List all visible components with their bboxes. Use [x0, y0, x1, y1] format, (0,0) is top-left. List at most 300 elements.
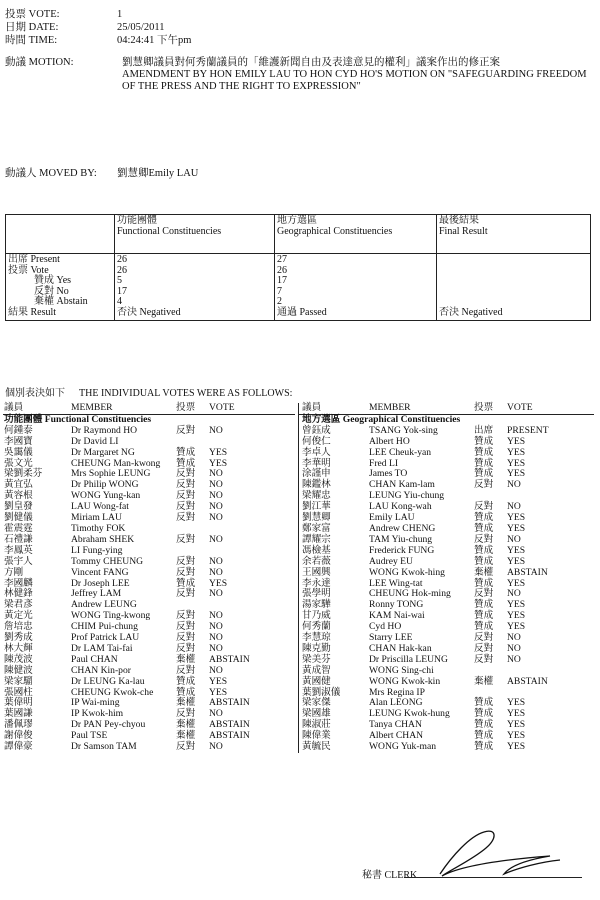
vote-en: YES — [507, 621, 526, 633]
member-row — [299, 459, 595, 470]
member-name-zh: 陳淑莊 — [302, 719, 331, 731]
vote-zh: 反對 — [176, 642, 196, 654]
clerk-signature — [400, 826, 570, 882]
member-row — [299, 731, 595, 742]
vote-zh: 贊成 — [474, 468, 494, 480]
member-name-zh: 李國麟 — [4, 577, 33, 589]
vote-en: NO — [209, 566, 223, 578]
vote-en: YES — [507, 446, 526, 458]
vote-zh: 出席 — [474, 424, 494, 436]
member-name-en: Dr Samson TAM — [71, 741, 137, 753]
member-row — [3, 688, 295, 699]
member-row — [299, 437, 595, 448]
member-name-en: LI Fung-ying — [71, 544, 123, 556]
vote-zh: 反對 — [176, 708, 196, 720]
group-label-row — [299, 414, 595, 425]
member-name-zh: 梁家傑 — [302, 697, 331, 709]
member-row — [299, 666, 595, 677]
member-name-en: LEE Cheuk-yan — [369, 446, 432, 458]
vote-zh: 反對 — [176, 468, 196, 480]
vote-en: YES — [209, 686, 228, 698]
vote-en: ABSTAIN — [209, 697, 250, 709]
member-row — [3, 589, 295, 600]
member-row — [299, 720, 595, 731]
member-name-zh: 詹培忠 — [4, 621, 33, 633]
vote-en: YES — [507, 512, 526, 524]
member-name-en: CHAN Kin-por — [71, 664, 131, 676]
member-name-en: TSANG Yok-sing — [369, 424, 438, 436]
member-name-zh: 陳健波 — [4, 664, 33, 676]
member-name-zh: 曾鈺成 — [302, 424, 331, 436]
vote-zh: 贊成 — [474, 708, 494, 720]
member-name-zh: 王國興 — [302, 566, 331, 578]
member-row — [299, 557, 595, 568]
vote-zh: 贊成 — [474, 599, 494, 611]
member-name-en: Dr PAN Pey-chyou — [71, 719, 146, 731]
vote-zh: 贊成 — [474, 457, 494, 469]
vote-zh: 贊成 — [474, 522, 494, 534]
member-row — [299, 426, 595, 437]
final-header: 最後結果 Final Result — [437, 215, 591, 254]
vote-zh: 棄權 — [176, 653, 196, 665]
member-name-en: WONG Yuk-man — [369, 741, 437, 753]
vote-zh — [175, 437, 208, 448]
member-row — [3, 611, 295, 622]
vote-number-value: 1 — [117, 9, 123, 20]
member-name-zh: 劉秀成 — [4, 632, 33, 644]
member-name-zh: 梁家騮 — [4, 675, 33, 687]
member-name-en: WONG Kwok-hing — [369, 566, 445, 578]
vote-en: NO — [507, 653, 521, 665]
member-row — [299, 611, 595, 622]
vote-en: YES — [209, 446, 228, 458]
vote-zh: 贊成 — [474, 544, 494, 556]
member-name-zh: 何俊仁 — [302, 435, 331, 447]
member-name-zh: 何鍾泰 — [4, 424, 33, 436]
member-row — [299, 742, 595, 753]
vote-en: NO — [507, 533, 521, 545]
vote-en: ABSTAIN — [507, 566, 548, 578]
member-name-zh: 陳偉業 — [302, 730, 331, 742]
member-name-en: James TO — [369, 468, 408, 480]
time-label: 時間 TIME: — [5, 35, 58, 46]
member-name-zh: 黃容根 — [4, 490, 33, 502]
member-name-zh: 林健鋒 — [4, 588, 33, 600]
member-row — [3, 513, 295, 524]
vote-zh: 反對 — [176, 610, 196, 622]
vote-en: YES — [507, 741, 526, 753]
clerk-label: 秘書 CLERK — [362, 870, 418, 881]
vote-en: YES — [507, 435, 526, 447]
member-name-en: Dr Joseph LEE — [71, 577, 130, 589]
member-name-zh: 張學明 — [302, 588, 331, 600]
member-name-zh: 甘乃威 — [302, 610, 331, 622]
date-label: 日期 DATE: — [5, 22, 59, 33]
geographical-votes-table — [298, 403, 594, 753]
member-name-en: Ronny TONG — [369, 599, 424, 611]
vote-zh: 棄權 — [176, 719, 196, 731]
vote-zh: 反對 — [176, 512, 196, 524]
member-name-zh: 湯家驊 — [302, 599, 331, 611]
vote-zh: 反對 — [474, 642, 494, 654]
vote-en: NO — [209, 664, 223, 676]
summary-header-row — [6, 215, 591, 254]
member-name-zh: 李華明 — [302, 457, 331, 469]
vote-en: YES — [507, 468, 526, 480]
member-name-zh: 陳克勤 — [302, 642, 331, 654]
member-name-en: Emily LAU — [369, 512, 415, 524]
member-name-en: CHAN Hak-kan — [369, 642, 432, 654]
member-row — [3, 546, 295, 557]
member-row — [299, 709, 595, 720]
vote-en: NO — [209, 632, 223, 644]
member-name-zh: 劉健儀 — [4, 512, 33, 524]
time-row — [5, 35, 191, 47]
vote-en: NO — [209, 424, 223, 436]
time-value: 04:24:41 下午pm — [117, 35, 192, 46]
vote-en: YES — [507, 719, 526, 731]
member-name-zh: 梁耀忠 — [302, 490, 331, 502]
member-name-en: TAM Yiu-chung — [369, 533, 433, 545]
vote-zh: 反對 — [474, 632, 494, 644]
member-name-zh: 方剛 — [4, 566, 24, 578]
member-row — [3, 622, 295, 633]
member-name-zh: 潘佩璆 — [4, 719, 33, 731]
date-row — [5, 22, 164, 34]
member-name-en: Dr Raymond HO — [71, 424, 138, 436]
vote-en: YES — [507, 522, 526, 534]
vote-en: NO — [209, 708, 223, 720]
member-name-en: Andrew LEUNG — [71, 599, 137, 611]
vote-zh: 反對 — [176, 501, 196, 513]
geographical-group-label: 地方選區 Geographical Constituencies — [302, 413, 461, 425]
member-name-en: Audrey EU — [369, 555, 413, 567]
individual-votes-heading: 個別表決如下 THE INDIVIDUAL VOTES WERE AS FOLLOWS: — [5, 388, 293, 399]
member-name-zh: 劉慧卿 — [302, 512, 331, 524]
vote-zh: 反對 — [176, 588, 196, 600]
vote-en: NO — [209, 490, 223, 502]
moved-by-value: 劉慧卿Emily LAU — [117, 168, 199, 179]
member-name-zh: 李鳳英 — [4, 544, 33, 556]
member-name-zh: 梁君彥 — [4, 599, 33, 611]
vote-en: PRESENT — [507, 424, 549, 436]
vote-en: ABSTAIN — [209, 653, 250, 665]
member-name-zh: 譚偉豪 — [4, 741, 33, 753]
member-name-zh: 葉偉明 — [4, 697, 33, 709]
vote-en: YES — [507, 457, 526, 469]
member-name-en: Albert CHAN — [369, 730, 424, 742]
member-name-en: CHEUNG Hok-ming — [369, 588, 451, 600]
gc-header: 地方選區 Geographical Constituencies — [275, 215, 437, 254]
member-name-en: Mrs Regina IP — [369, 686, 425, 698]
motion-text-zh: 劉慧卿議員對何秀蘭議員的「維護新聞自由及表達意見的權利」議案作出的修正案 — [122, 57, 500, 68]
vote-en: YES — [507, 544, 526, 556]
member-name-zh: 石禮謙 — [4, 533, 33, 545]
member-name-en: Mrs Sophie LEUNG — [71, 468, 151, 480]
vote-zh: 反對 — [474, 653, 494, 665]
vote-en: NO — [209, 479, 223, 491]
member-name-en: Cyd HO — [369, 621, 402, 633]
member-name-zh: 林大輝 — [4, 642, 33, 654]
vote-zh: 贊成 — [176, 446, 196, 458]
member-name-en: IP Wai-ming — [71, 697, 120, 709]
vote-en: YES — [507, 610, 526, 622]
vote-en: NO — [209, 512, 223, 524]
member-name-en: KAM Nai-wai — [369, 610, 425, 622]
vote-en: ABSTAIN — [507, 675, 548, 687]
vote-zh: 贊成 — [176, 686, 196, 698]
member-name-zh: 黃毓民 — [302, 741, 331, 753]
member-row — [3, 437, 295, 448]
vote-zh: 贊成 — [176, 457, 196, 469]
member-name-zh: 黃成智 — [302, 664, 331, 676]
functional-votes-table — [3, 403, 295, 753]
member-row — [299, 568, 595, 579]
vote-en: ABSTAIN — [209, 719, 250, 731]
vote-zh: 贊成 — [176, 675, 196, 687]
vote-en: YES — [507, 555, 526, 567]
member-name-zh: 何秀蘭 — [302, 621, 331, 633]
vote-zh: 反對 — [176, 632, 196, 644]
vote-zh: 棄權 — [176, 730, 196, 742]
final-result: 否決 Negatived — [439, 306, 503, 318]
vote-zh: 反對 — [474, 533, 494, 545]
vote-zh: 贊成 — [474, 741, 494, 753]
member-name-zh: 吳靄儀 — [4, 446, 33, 458]
moved-by-row — [5, 165, 198, 180]
member-name-en: Tommy CHEUNG — [71, 555, 144, 567]
vote-en: NO — [209, 741, 223, 753]
member-row — [299, 448, 595, 459]
member-name-zh: 余若薇 — [302, 555, 331, 567]
member-name-en: Alan LEONG — [369, 697, 423, 709]
member-name-en: LAU Wong-fat — [71, 501, 129, 513]
member-row — [299, 502, 595, 513]
member-name-zh: 譚耀宗 — [302, 533, 331, 545]
member-row — [3, 698, 295, 709]
member-row — [3, 666, 295, 677]
member-row — [299, 633, 595, 644]
member-name-en: Andrew CHENG — [369, 522, 436, 534]
member-name-en: Paul TSE — [71, 730, 108, 742]
member-row — [3, 742, 295, 753]
member-name-en: CHEUNG Man-kwong — [71, 457, 161, 469]
vote-zh: 反對 — [176, 741, 196, 753]
member-name-en: CHIM Pui-chung — [71, 621, 138, 633]
member-row — [3, 579, 295, 590]
vote-zh: 贊成 — [474, 621, 494, 633]
vote-zh: 贊成 — [474, 577, 494, 589]
member-name-en: Dr David LI — [71, 435, 119, 447]
member-name-zh: 李慧琼 — [302, 632, 331, 644]
member-name-zh: 陳茂波 — [4, 653, 33, 665]
vote-zh: 反對 — [176, 479, 196, 491]
member-name-zh: 梁劉柔芬 — [4, 468, 43, 480]
member-row — [299, 600, 595, 611]
member-name-zh: 涂謹申 — [302, 468, 331, 480]
date-value: 25/05/2011 — [117, 22, 165, 33]
member-row — [3, 480, 295, 491]
member-name-en: Albert HO — [369, 435, 410, 447]
vote-en: YES — [507, 577, 526, 589]
member-row — [3, 557, 295, 568]
fc-values: 26 26 5 17 4 否決 Negatived — [115, 254, 275, 321]
member-row — [3, 535, 295, 546]
member-name-zh: 張文光 — [4, 457, 33, 469]
member-row — [299, 480, 595, 491]
member-name-zh: 葉國謙 — [4, 708, 33, 720]
member-row — [299, 524, 595, 535]
member-name-zh: 霍震霆 — [4, 522, 33, 534]
member-name-en: Dr LEUNG Ka-lau — [71, 675, 145, 687]
member-row — [3, 426, 295, 437]
vote-en: NO — [209, 533, 223, 545]
vote-en: YES — [507, 708, 526, 720]
vote-zh: 棄權 — [176, 697, 196, 709]
member-name-zh: 黃宜弘 — [4, 479, 33, 491]
member-row — [299, 655, 595, 666]
vote-en: YES — [507, 730, 526, 742]
vote-en: NO — [507, 479, 521, 491]
vote-en: YES — [507, 599, 526, 611]
member-name-en: WONG Kwok-kin — [369, 675, 441, 687]
vote-en: NO — [209, 621, 223, 633]
member-name-zh: 李國寶 — [4, 435, 33, 447]
member-name-en: CHEUNG Kwok-che — [71, 686, 154, 698]
member-name-en: LEUNG Yiu-chung — [369, 490, 445, 502]
vote-en: NO — [209, 468, 223, 480]
clerk-signature-line — [404, 877, 582, 878]
vote-en: NO — [209, 588, 223, 600]
member-name-zh: 劉江華 — [302, 501, 331, 513]
vote-en: NO — [209, 555, 223, 567]
motion-text-en: AMENDMENT BY HON EMILY LAU TO HON CYD HO'S MOTION ON "SAFEGUARDING FREEDOM OF THE PRESS AND THE RIGHT TO EXPRESSION" — [122, 69, 587, 92]
fc-header: 功能團體 Functional Constituencies — [115, 215, 275, 254]
summary-body-row — [6, 254, 591, 321]
member-row — [3, 655, 295, 666]
member-name-en: Dr Margaret NG — [71, 446, 135, 458]
summary-table — [5, 214, 591, 321]
member-name-en: Vincent FANG — [71, 566, 129, 578]
group-label-row — [3, 414, 295, 425]
vote-zh: 反對 — [176, 621, 196, 633]
member-row — [299, 491, 595, 502]
vote-en: NO — [209, 501, 223, 513]
member-row — [3, 524, 295, 535]
member-name-en: WONG Ting-kwong — [71, 610, 151, 622]
member-name-en: Starry LEE — [369, 632, 413, 644]
column-header-row: 議員 MEMBER 投票 VOTE — [3, 403, 295, 414]
member-name-en: LAU Kong-wah — [369, 501, 432, 513]
vote-zh: 反對 — [474, 588, 494, 600]
member-name-zh: 李卓人 — [302, 446, 331, 458]
gc-values: 27 26 17 7 2 通過 Passed — [275, 254, 437, 321]
vote-en: NO — [209, 642, 223, 654]
column-header-row: 議員 MEMBER 投票 VOTE — [299, 403, 595, 414]
member-row — [299, 677, 595, 688]
vote-zh: 贊成 — [474, 730, 494, 742]
vote-en: NO — [507, 588, 521, 600]
member-row — [3, 568, 295, 579]
member-name-zh: 張國柱 — [4, 686, 33, 698]
member-name-zh: 劉皇發 — [4, 501, 33, 513]
member-row — [3, 448, 295, 459]
vote-zh: 贊成 — [474, 512, 494, 524]
member-row — [3, 709, 295, 720]
vote-zh: 反對 — [176, 490, 196, 502]
member-name-en: LEUNG Kwok-hung — [369, 708, 450, 720]
vote-zh: 反對 — [474, 501, 494, 513]
member-row — [299, 622, 595, 633]
member-row — [3, 731, 295, 742]
member-name-zh: 張宇人 — [4, 555, 33, 567]
vote-zh: 棄權 — [474, 566, 494, 578]
member-name-en: LEE Wing-tat — [369, 577, 423, 589]
member-row — [299, 513, 595, 524]
vote-en: NO — [507, 632, 521, 644]
member-name-en: Dr LAM Tai-fai — [71, 642, 133, 654]
vote-en: NO — [209, 610, 223, 622]
member-row — [3, 644, 295, 655]
vote-zh: 贊成 — [474, 610, 494, 622]
member-name-zh: 葉劉淑儀 — [302, 686, 341, 698]
member-name-zh: 梁美芬 — [302, 653, 331, 665]
member-name-en: Abraham SHEK — [71, 533, 135, 545]
member-name-en: Frederick FUNG — [369, 544, 435, 556]
member-name-zh: 黃國健 — [302, 675, 331, 687]
member-row — [3, 491, 295, 502]
member-name-zh: 馮檢基 — [302, 544, 331, 556]
member-row — [299, 469, 595, 480]
member-name-en: Fred LI — [369, 457, 399, 469]
motion-label: 動議 MOTION: — [5, 57, 74, 68]
vote-number-label: 投票 VOTE: — [5, 9, 60, 20]
vote-en: YES — [209, 577, 228, 589]
final-values — [437, 254, 591, 321]
member-row — [3, 677, 295, 688]
vote-en: YES — [209, 675, 228, 687]
member-name-en: Prof Patrick LAU — [71, 632, 140, 644]
vote-zh: 贊成 — [474, 435, 494, 447]
vote-en — [208, 437, 295, 448]
vote-en: YES — [507, 697, 526, 709]
member-name-zh: 鄭家富 — [302, 522, 331, 534]
vote-zh: 反對 — [176, 555, 196, 567]
member-name-zh: 黃定光 — [4, 610, 33, 622]
member-row — [299, 688, 595, 699]
member-row — [299, 546, 595, 557]
vote-zh: 贊成 — [176, 577, 196, 589]
functional-group-label: 功能團體 Functional Constituencies — [4, 413, 152, 425]
summary-labels: 出席 Present 投票 Vote 贊成 Yes 反對 No 棄權 Abstain 結果 Result — [6, 254, 115, 321]
member-name-zh: 陳鑑林 — [302, 479, 331, 491]
vote-zh: 反對 — [474, 479, 494, 491]
motion-text — [122, 57, 592, 93]
member-name-en: Tanya CHAN — [369, 719, 422, 731]
vote-zh: 贊成 — [474, 697, 494, 709]
vote-zh: 贊成 — [474, 555, 494, 567]
vote-en: ABSTAIN — [209, 730, 250, 742]
member-row — [3, 720, 295, 731]
member-name-zh: 謝偉俊 — [4, 730, 33, 742]
vote-en: NO — [507, 501, 521, 513]
member-name-en: WONG Yung-kan — [71, 490, 141, 502]
member-row — [3, 633, 295, 644]
vote-zh: 贊成 — [474, 719, 494, 731]
member-row — [299, 535, 595, 546]
member-row — [299, 589, 595, 600]
vote-zh: 贊成 — [474, 446, 494, 458]
